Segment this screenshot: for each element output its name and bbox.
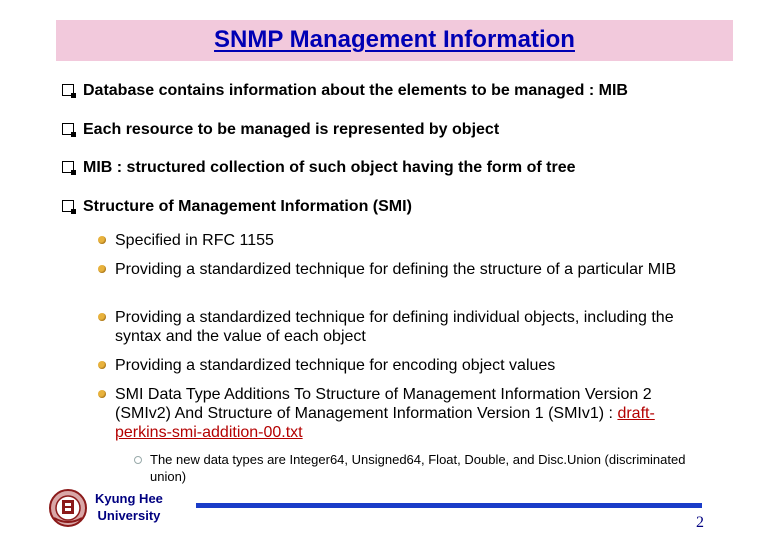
bullet-l1 xyxy=(62,159,576,177)
bullet-l2 xyxy=(98,231,708,250)
bullet-l1 xyxy=(62,198,412,216)
checkbox-square-icon xyxy=(62,161,74,173)
university-line1: Kyung Hee xyxy=(95,491,163,506)
small-dot-icon xyxy=(134,456,142,464)
bullet-text: Structure of Management Information (SMI) xyxy=(83,198,412,215)
checkbox-square-icon xyxy=(62,200,74,212)
bullet-l3 xyxy=(134,451,694,485)
bullet-l2 xyxy=(98,356,708,375)
bullet-text: Specified in RFC 1155 xyxy=(115,232,274,249)
orange-dot-icon xyxy=(98,390,106,398)
bullet-text: The new data types are Integer64, Unsigned64, Float, Double, and Disc.Union (discriminated union) xyxy=(150,452,686,484)
orange-dot-icon xyxy=(98,236,106,244)
title-bar xyxy=(56,20,733,61)
slide-title: SNMP Management Information xyxy=(214,26,575,53)
bullet-text-main: SMI Data Type Additions To Structure of Management Information Version 2 (SMIv2) And Structure of Management Information Version 1 (SMIv1) : xyxy=(115,386,652,422)
bullet-text: MIB : structured collection of such object having the form of tree xyxy=(83,159,576,176)
page-number: 2 xyxy=(696,514,704,531)
checkbox-square-icon xyxy=(62,123,74,135)
bullet-l1 xyxy=(62,121,499,139)
bullet-l2 xyxy=(98,260,708,279)
bullet-text: Providing a standardized technique for encoding object values xyxy=(115,357,556,374)
bullet-text: Each resource to be managed is represented by object xyxy=(83,121,500,138)
bullet-text: Providing a standardized technique for defining the structure of a particular MIB xyxy=(115,261,677,278)
university-line2: University xyxy=(97,508,161,523)
bullet-l2 xyxy=(98,385,708,442)
bullet-text xyxy=(115,385,708,442)
bullet-text: Database contains information about the elements to be managed : MIB xyxy=(83,82,628,99)
draft-link[interactable]: draft-perkins-smi-addition-00.txt xyxy=(115,405,655,441)
university-name xyxy=(95,490,163,524)
bullet-l1 xyxy=(62,82,628,100)
footer-divider xyxy=(196,503,702,508)
orange-dot-icon xyxy=(98,361,106,369)
bullet-l2 xyxy=(98,308,708,346)
orange-dot-icon xyxy=(98,313,106,321)
university-seal-icon xyxy=(48,488,88,528)
orange-dot-icon xyxy=(98,265,106,273)
bullet-text: Providing a standardized technique for defining individual objects, including the syntax and the value of each object xyxy=(115,309,674,345)
checkbox-square-icon xyxy=(62,84,74,96)
